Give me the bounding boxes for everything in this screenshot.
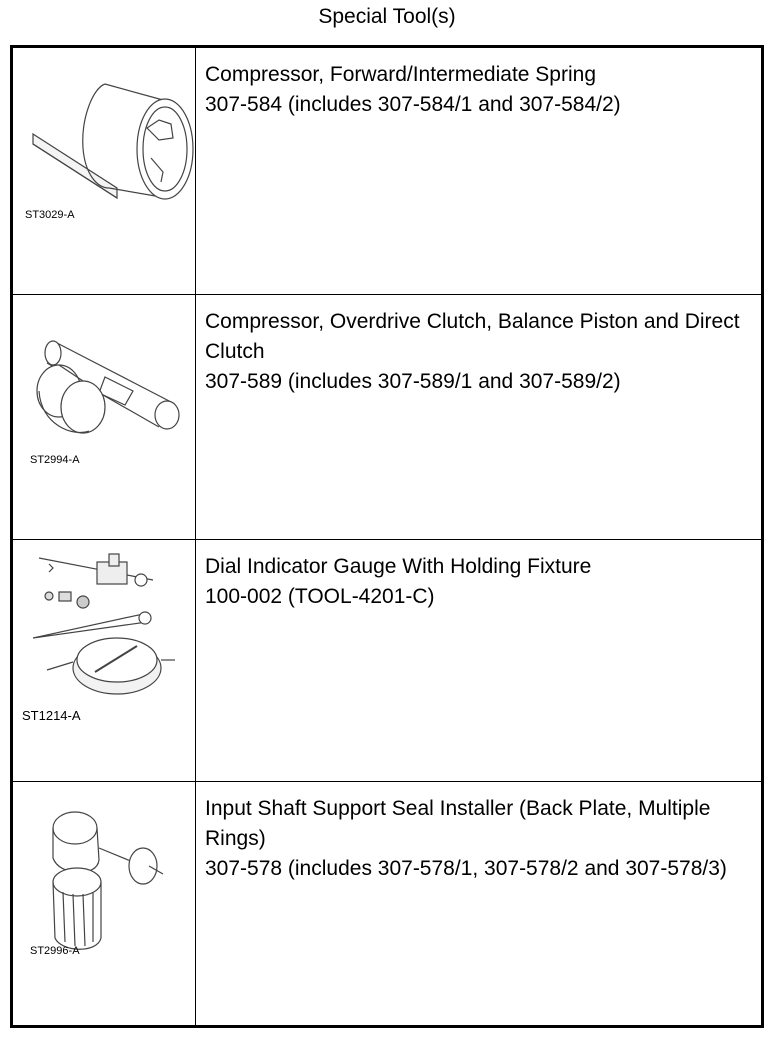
tool-description xyxy=(205,794,750,884)
tool-name: Input Shaft Support Seal Installer (Back Plate, Multiple Rings) xyxy=(205,797,711,850)
clutch-compressor-illustration xyxy=(13,295,196,540)
tool-number: 307-578 (includes 307-578/1, 307-578/2 and 307-578/3) xyxy=(205,857,727,880)
tool-image-cell xyxy=(13,540,196,781)
tool-image-code: ST1214-A xyxy=(22,708,81,723)
table-row xyxy=(13,294,761,539)
tool-name: Compressor, Forward/Intermediate Spring xyxy=(205,63,596,86)
tool-description xyxy=(205,307,750,397)
tool-image-cell xyxy=(13,782,196,1025)
tool-image-cell xyxy=(13,48,196,294)
table-row xyxy=(13,48,761,294)
tool-image-code: ST3029-A xyxy=(25,209,75,221)
seal-installer-illustration xyxy=(13,782,196,1026)
tool-number: 307-589 (includes 307-589/1 and 307-589/2) xyxy=(205,370,621,393)
dial-indicator-illustration xyxy=(13,540,196,782)
tool-image-cell xyxy=(13,295,196,539)
tool-number: 307-584 (includes 307-584/1 and 307-584/2) xyxy=(205,93,621,116)
table-row xyxy=(13,539,761,781)
special-tools-table xyxy=(10,45,764,1028)
tool-description xyxy=(205,60,750,120)
tool-number: 100-002 (TOOL-4201-C) xyxy=(205,585,435,608)
table-row xyxy=(13,781,761,1025)
page-title: Special Tool(s) xyxy=(318,5,456,28)
spring-compressor-illustration xyxy=(13,48,196,294)
tool-name: Compressor, Overdrive Clutch, Balance Piston and Direct Clutch xyxy=(205,310,740,363)
tool-description xyxy=(205,552,750,612)
tool-name: Dial Indicator Gauge With Holding Fixture xyxy=(205,555,592,578)
tool-image-code: ST2994-A xyxy=(30,454,80,466)
tool-image-code: ST2996-A xyxy=(30,945,80,957)
